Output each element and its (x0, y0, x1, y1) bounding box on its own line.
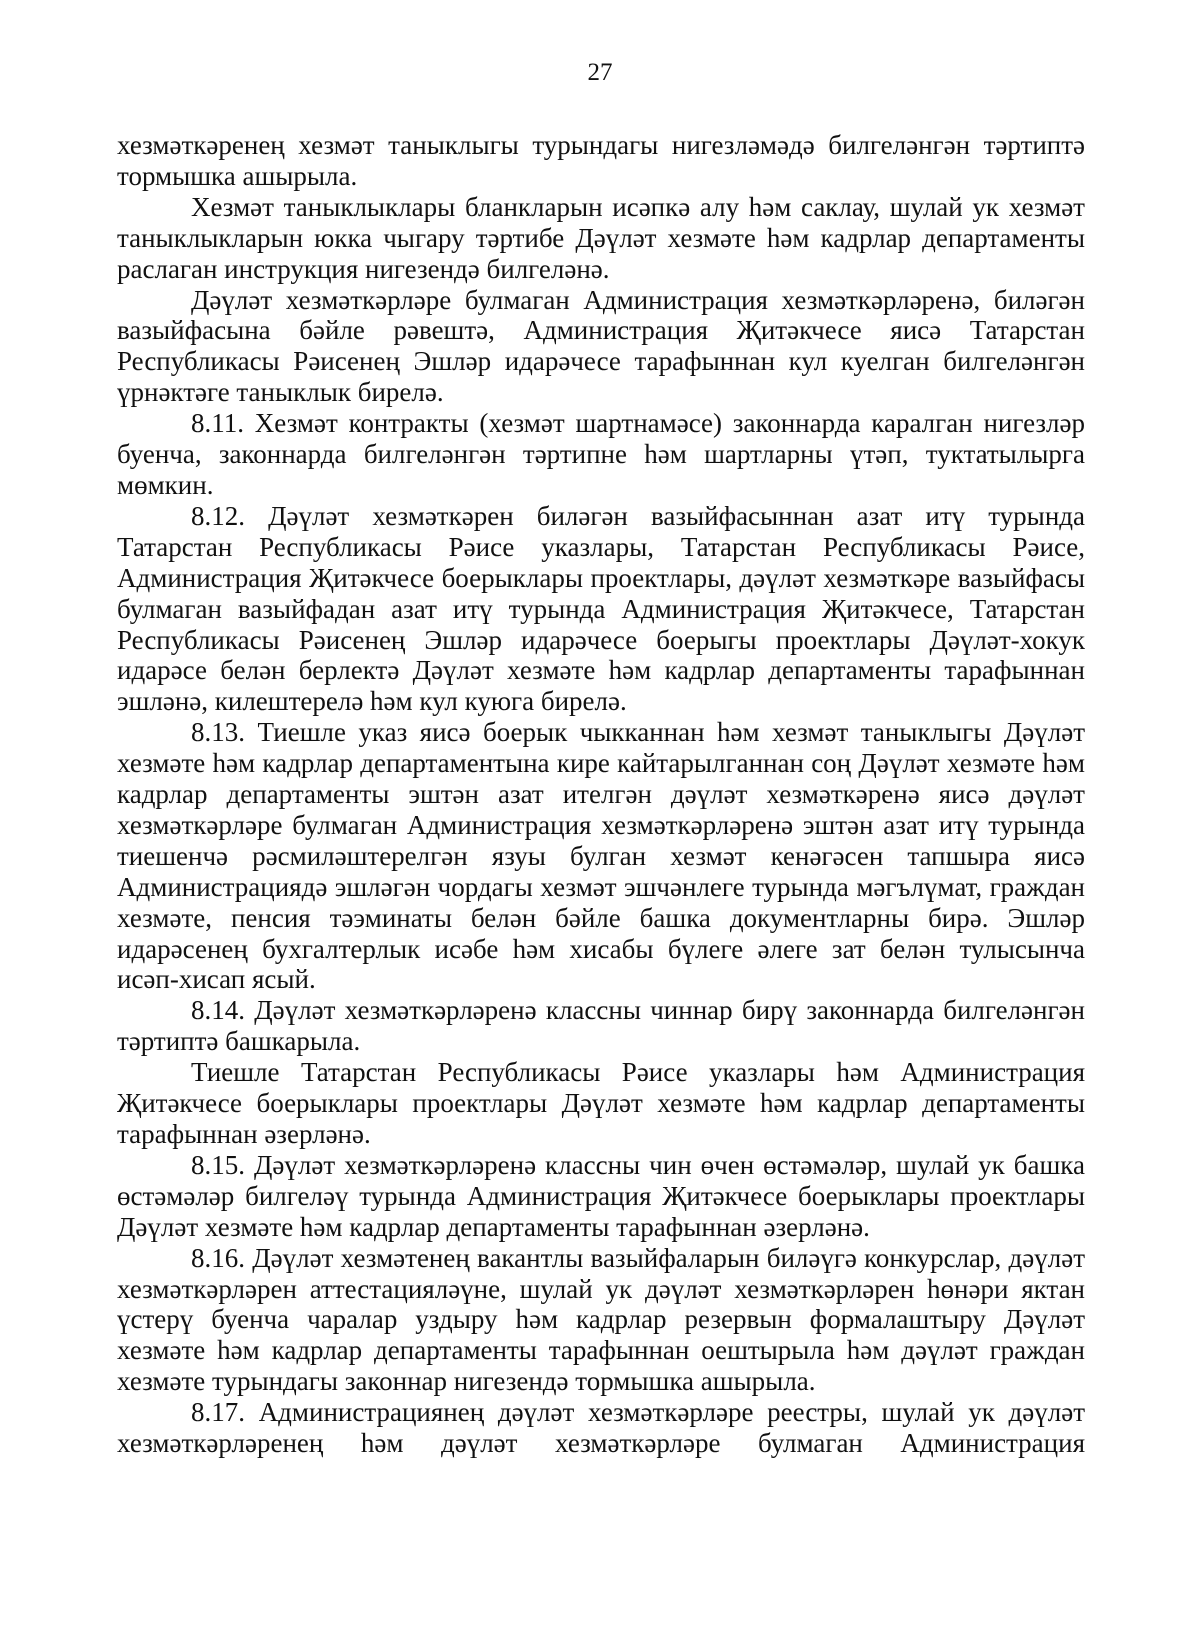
paragraph-section-8-16: 8.16. Дәүләт хезмәтенең вакантлы вазыйфаларын биләүгә конкурслар, дәүләт хезмәткәрләрен аттестацияләүне, шулай ук дәүләт хезмәткәрләрен һөнәри яктан үстерү буенча чаралар уздыру һәм кадрлар резервын формалаштыру Дәүләт хезмәте һәм кадрлар департаменты тарафыннан оештырыла һәм дәүләт граждан хезмәте турындагы законнар нигезендә тормышка ашырыла. (117, 1242, 1085, 1397)
paragraph-section-8-15: 8.15. Дәүләт хезмәткәрләренә классны чин өчен өстәмәләр, шулай ук башка өстәмәләр билгеләү турында Администрация Җитәкчесе боерыклары проектлары Дәүләт хезмәте һәм кадрлар департаменты тарафыннан әзерләнә. (117, 1149, 1085, 1242)
paragraph-section-8-12: 8.12. Дәүләт хезмәткәрен биләгән вазыйфасыннан азат итү турында Татарстан Республикасы Рәисе указлары, Татарстан Республикасы Рәисе, Администрация Җитәкчесе боерыклары проектлары, дәүләт хезмәткәре вазыйфасы булмаган вазыйфадан азат итү турында Администрация Җитәкчесе, Татарстан Республикасы Рәисенең Эшләр идарәчесе боерыгы проектлары Дәүләт-хокук идарәсе белән берлектә Дәүләт хезмәте һәм кадрлар департаменты тарафыннан эшләнә, килештерелә һәм кул куюга бирелә. (117, 500, 1085, 717)
paragraph-section-8-11: 8.11. Хезмәт контракты (хезмәт шартнамәсе) законнарда каралган нигезләр буенча, законнарда билгеләнгән тәртипне һәм шартларны үтәп, туктатылырга мөмкин. (117, 408, 1085, 500)
paragraph-section-8-13: 8.13. Тиешле указ яисә боерык чыкканнан һәм хезмәт таныклыгы Дәүләт хезмәте һәм кадрлар департаментына кире кайтарылганнан соң Дәүләт хезмәте һәм кадрлар департаменты эштән азат ителгән дәүләт хезмәткәренә яисә дәүләт хезмәткәрләре булмаган Администрация хезмәткәрләренә эштән азат итү турында тиешенчә рәсмиләштерелгән язуы булган хезмәт кенәгәсен тапшыра яисә Администрациядә эшләгән чордагы хезмәт эшчәнлеге турында мәгълүмат, граждан хезмәте, пенсия тәэминаты белән бәйле башка документларны бирә. Эшләр идарәсенең бухгалтерлык исәбе һәм хисабы бүлеге әлеге зат белән тулысынча исәп-хисап ясый. (117, 717, 1085, 995)
paragraph-section-8-17: 8.17. Администрациянең дәүләт хезмәткәрләре реестры, шулай ук дәүләт хезмәткәрләренең һәм дәүләт хезмәткәрләре булмаган Администрация (117, 1397, 1085, 1459)
paragraph: хезмәткәренең хезмәт таныклыгы турындагы нигезләмәдә билгеләнгән тәртиптә тормышка ашырыла. (117, 130, 1085, 191)
paragraph: Хезмәт таныклыклары бланкларын исәпкә алу һәм саклау, шулай ук хезмәт таныклыкларын юкка чыгару тәртибе Дәүләт хезмәте һәм кадрлар департаменты раслаган инструкция нигезендә билгеләнә. (117, 191, 1085, 284)
document-body (117, 130, 1085, 1459)
paragraph-section-8-14: 8.14. Дәүләт хезмәткәрләренә классны чиннар бирү законнарда билгеләнгән тәртиптә башкарыла. (117, 995, 1085, 1057)
page-number: 27 (587, 59, 613, 86)
paragraph: Дәүләт хезмәткәрләре булмаган Администрация хезмәткәрләренә, биләгән вазыйфасына бәйле рәвештә, Администрация Җитәкчесе яисә Татарстан Республикасы Рәисенең Эшләр идарәчесе тарафыннан кул куелган билгеләнгән үрнәктәге таныклык бирелә. (117, 284, 1085, 408)
paragraph: Тиешле Татарстан Республикасы Рәисе указлары һәм Администрация Җитәкчесе боерыклары проектлары Дәүләт хезмәте һәм кадрлар департаменты тарафыннан әзерләнә. (117, 1057, 1085, 1149)
